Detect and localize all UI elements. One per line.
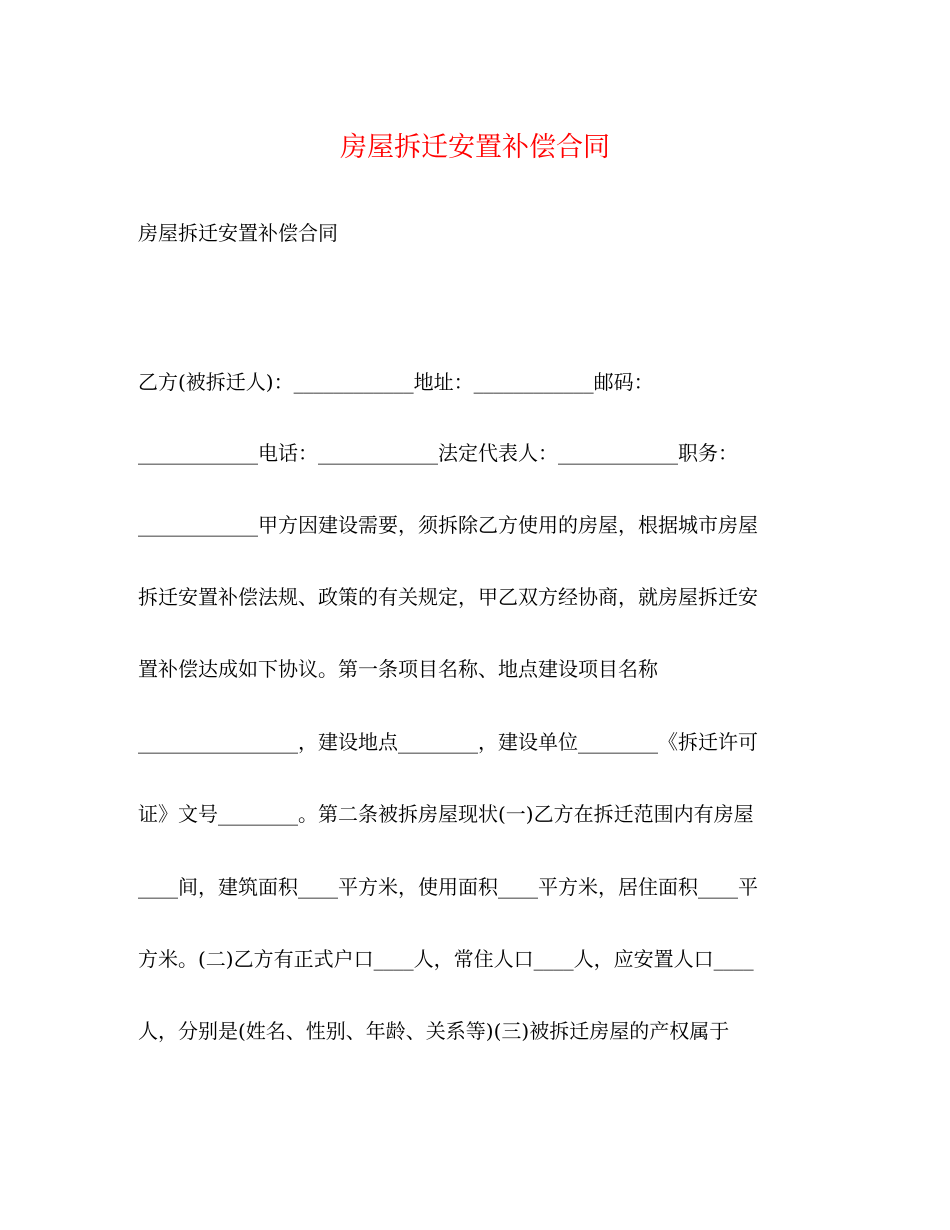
body-line-4: 拆迁安置补偿法规、政策的有关规定，甲乙双方经协商，就房屋拆迁安 [138,585,758,609]
body-line-10: 人，分别是(姓名、性别、年龄、关系等)(三)被拆迁房屋的产权属于 [138,1019,730,1043]
body-line-7: 证》文号________。第二条被拆房屋现状(一)乙方在拆迁范围内有房屋 [138,802,754,826]
body-line-2: ____________电话：____________法定代表人：____________职务： [138,441,738,465]
body-line-8: ____间，建筑面积____平方米，使用面积____平方米，居住面积____平 [138,875,758,899]
body-line-6: ________________，建设地点________，建设单位________《拆迁许可 [138,730,758,754]
body-line-3: ____________甲方因建设需要，须拆除乙方使用的房屋，根据城市房屋 [138,513,758,537]
document-title: 房屋拆迁安置补偿合同 [340,132,610,163]
body-line-5: 置补偿达成如下协议。第一条项目名称、地点建设项目名称 [138,657,658,681]
document-subtitle: 房屋拆迁安置补偿合同 [138,221,338,245]
body-line-1: 乙方(被拆迁人)：____________地址：____________邮码： [138,370,654,394]
body-line-9: 方米。(二)乙方有正式户口____人，常住人口____人，应安置人口____ [138,947,754,971]
